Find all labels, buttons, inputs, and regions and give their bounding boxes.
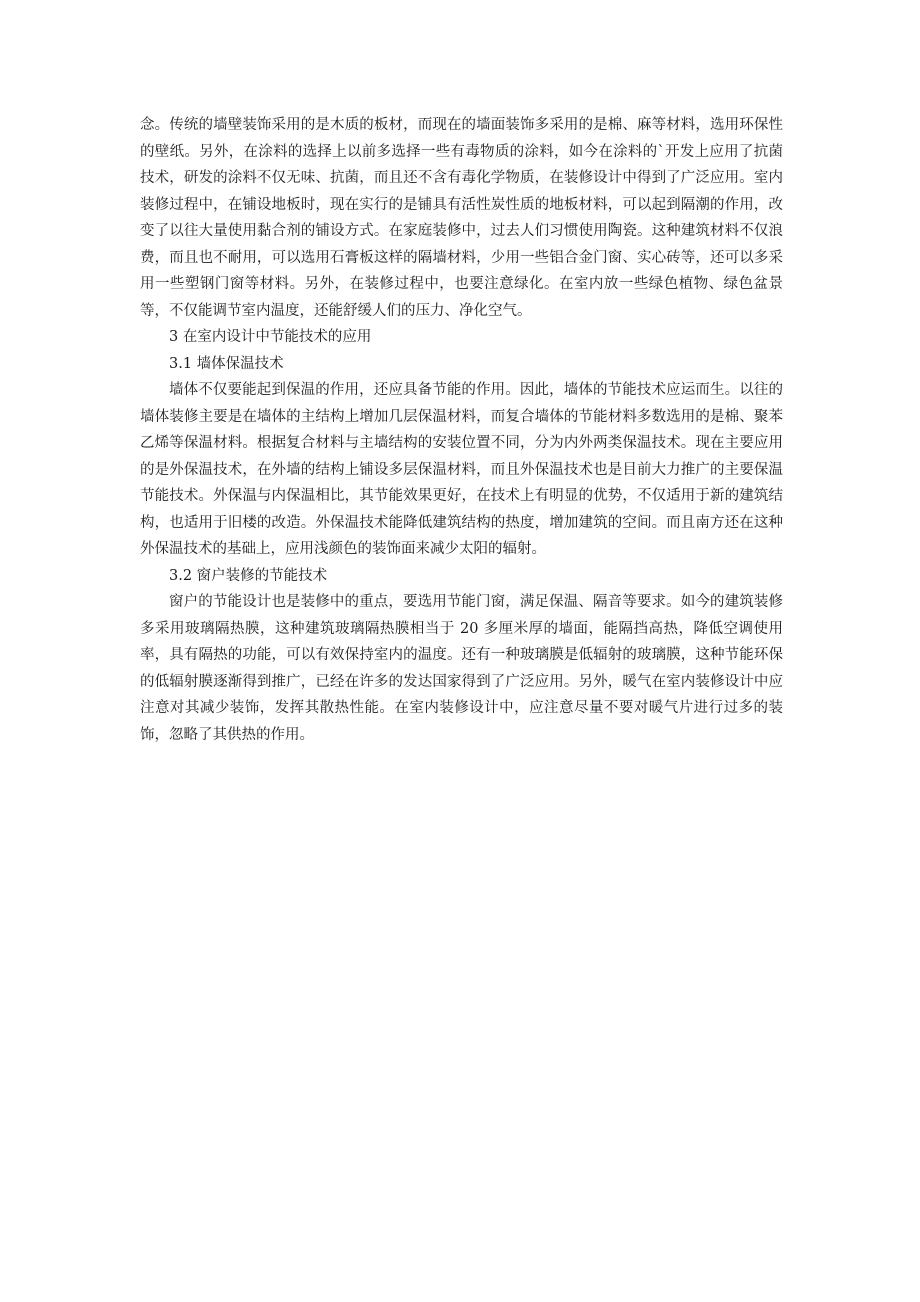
subsection-heading-3-2: 3.2 窗户装修的节能技术 [169, 567, 328, 584]
body-paragraph-window-energy: 窗户的节能设计也是装修中的重点，要选用节能门窗，满足保温、隔音等要求。如今的建筑装修多采用玻璃隔热膜，这种建筑玻璃隔热膜相当于 20 多厘米厚的墙面，能隔挡高热，降低空调使用率，具有隔热的功能，可以有效保持室内的温度。还有一种玻璃膜是低辐射的玻璃膜，这种节能环保的低辐射膜逐渐得到推广，已经在许多的发达国家得到了广泛应用。另外，暖气在室内装修设计中应注意对其减少装饰，发挥其散热性能。在室内装修设计中，应注意尽量不要对暖气片进行过多的装饰，忽略了其供热的作用。 [140, 594, 783, 743]
body-paragraph-materials: 念。传统的墙壁装饰采用的是木质的板材，而现在的墙面装饰多采用的是棉、麻等材料，选用环保性的壁纸。另外，在涂料的选择上以前多选择一些有毒物质的涂料，如今在涂料的`开发上应用了抗菌技术，研发的涂料不仅无味、抗菌，而且还不含有毒化学物质，在装修设计中得到了广泛应用。室内装修过程中，在铺设地板时，现在实行的是铺具有活性炭性质的地板材料，可以起到隔潮的作用，改变了以往大量使用黏合剂的铺设方式。在家庭装修中，过去人们习惯使用陶瓷。这种建筑材料不仅浪费，而且也不耐用，可以选用石膏板这样的隔墙材料，少用一些铝合金门窗、实心砖等，还可以多采用一些塑钢门窗等材料。另外，在装修过程中，也要注意绿化。在室内放一些绿色植物、绿色盆景等，不仅能调节室内温度，还能舒缓人们的压力、净化空气。 [140, 117, 783, 319]
subsection-heading-3-1: 3.1 墙体保温技术 [169, 355, 284, 372]
body-paragraph-wall-insulation: 墙体不仅要能起到保温的作用，还应具备节能的作用。因此，墙体的节能技术应运而生。以往的墙体装修主要是在墙体的主结构上增加几层保温材料，而复合墙体的节能材料多数选用的是棉、聚苯乙烯等保温材料。根据复合材料与主墙结构的安装位置不同，分为内外两类保温技术。现在主要应用的是外保温技术，在外墙的结构上铺设多层保温材料，而且外保温技术也是目前大力推广的主要保温节能技术。外保温与内保温相比，其节能效果更好，在技术上有明显的优势，不仅适用于新的建筑结构，也适用于旧楼的改造。外保温技术能降低建筑结构的热度，增加建筑的空间。而且南方还在这种外保温技术的基础上，应用浅颜色的装饰面来减少太阳的辐射。 [140, 382, 783, 557]
section-heading-3: 3 在室内设计中节能技术的应用 [169, 329, 372, 345]
document-page [140, 112, 783, 748]
